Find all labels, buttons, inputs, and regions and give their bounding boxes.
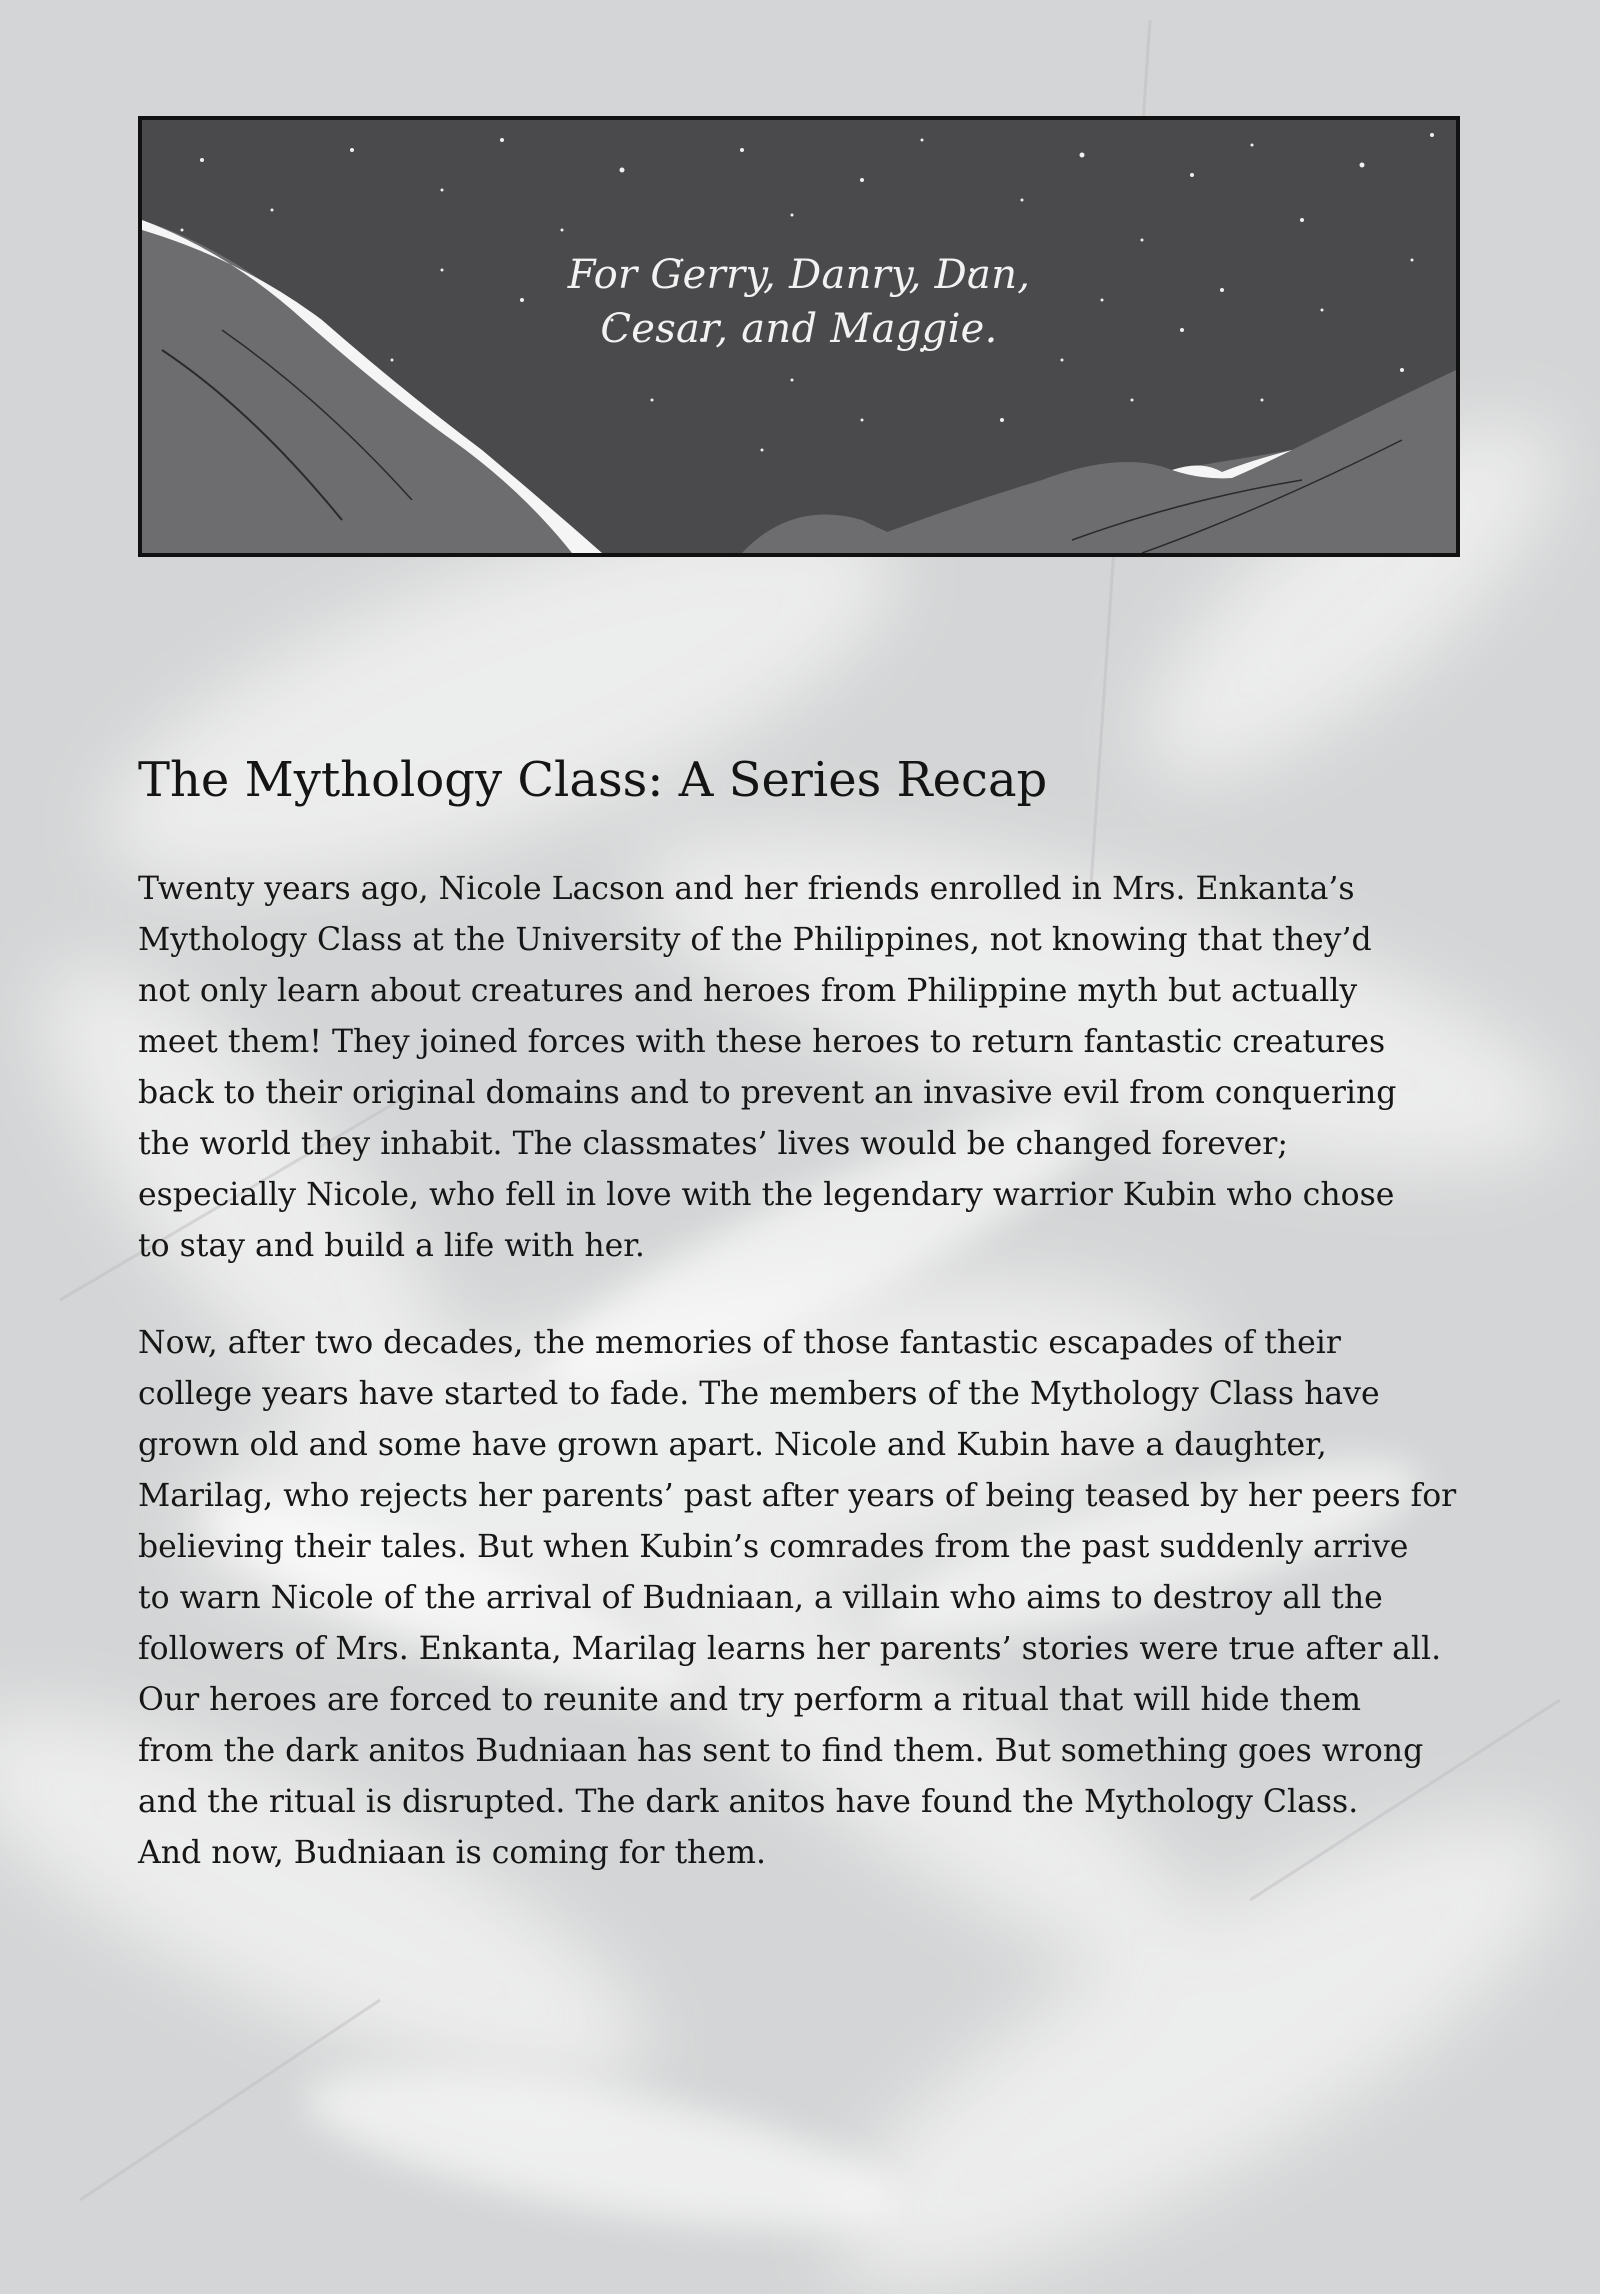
paragraph-line: meet them! They joined forces with these heroes to return fantastic creatures [138,1024,1386,1060]
paragraph-line: especially Nicole, who fell in love with the legendary warrior Kubin who chose [138,1177,1395,1213]
paragraph-line: to warn Nicole of the arrival of Budniaan, a villain who aims to destroy all the [138,1580,1383,1616]
paragraph-line: grown old and some have grown apart. Nicole and Kubin have a daughter, [138,1427,1327,1463]
paragraph-line: college years have started to fade. The members of the Mythology Class have [138,1376,1380,1412]
paragraph-line: Now, after two decades, the memories of those fantastic escapades of their [138,1325,1341,1361]
recap-paragraph-2 [138,1318,1468,1879]
starry-mountain-panel [138,116,1460,557]
paragraph-line: to stay and build a life with her. [138,1228,645,1264]
paragraph-line: back to their original domains and to prevent an invasive evil from conquering [138,1075,1397,1111]
page-title: The Mythology Class: A Series Recap [138,752,1048,808]
paragraph-line: Our heroes are forced to reunite and try perform a ritual that will hide them [138,1682,1362,1718]
paragraph-line: Marilag, who rejects her parents’ past after years of being teased by her peers for [138,1478,1457,1514]
paragraph-line: from the dark anitos Budniaan has sent to find them. But something goes wrong [138,1733,1424,1769]
paragraph-line: and the ritual is disrupted. The dark anitos have found the Mythology Class. [138,1784,1359,1820]
paragraph-line: the world they inhabit. The classmates’ lives would be changed forever; [138,1126,1288,1162]
recap-paragraph-1 [138,864,1468,1272]
paragraph-line: Mythology Class at the University of the Philippines, not knowing that they’d [138,922,1372,958]
paragraph-line: not only learn about creatures and heroes from Philippine myth but actually [138,973,1358,1009]
paragraph-line: Twenty years ago, Nicole Lacson and her friends enrolled in Mrs. Enkanta’s [138,871,1355,907]
dedication-text [142,248,1456,356]
paragraph-line: believing their tales. But when Kubin’s comrades from the past suddenly arrive [138,1529,1409,1565]
dedication-line-1: For Gerry, Danry, Dan, [567,252,1031,298]
paragraph-line: followers of Mrs. Enkanta, Marilag learns her parents’ stories were true after all. [138,1631,1442,1667]
paragraph-line: And now, Budniaan is coming for them. [138,1835,766,1871]
dedication-line-2: Cesar, and Maggie. [600,306,998,352]
